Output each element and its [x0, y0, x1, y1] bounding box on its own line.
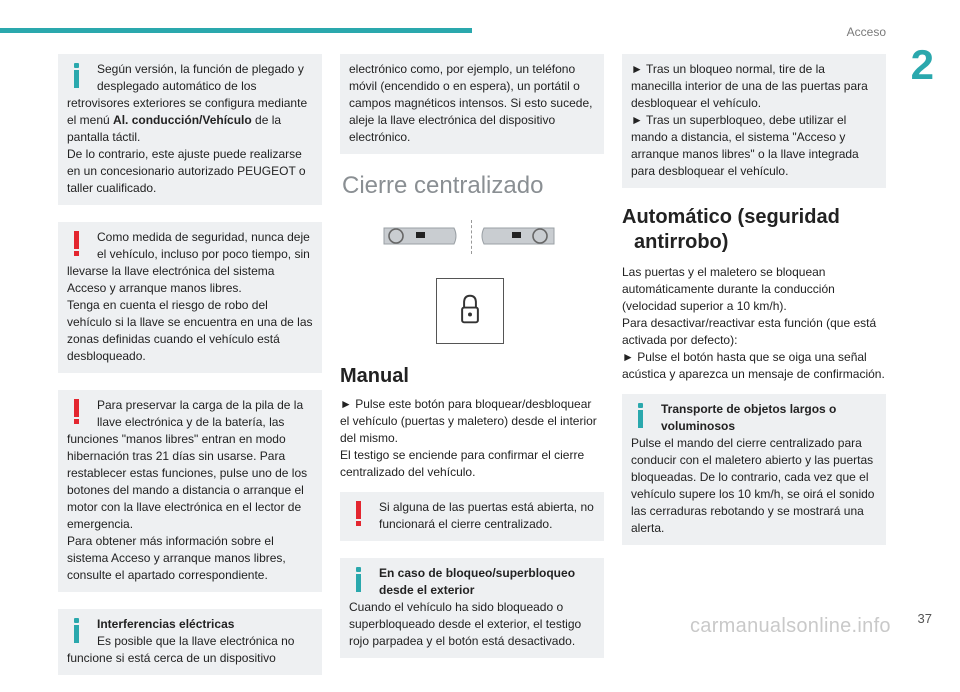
manual-instruction: ► Pulse este botón para bloquear/desbloquear el vehículo (puertas y maletero) desde el interior del mismo.	[340, 397, 597, 445]
central-locking-button[interactable]	[436, 278, 504, 344]
battery-text: Para preservar la carga de la pila de la llave electrónica y de la batería, las funciones "manos libres" entran en modo hibernación tras 21 días sin usarse. Para restablecer estas funciones, pulse uno de los botones del mando a distancia o arranque el motor con la llave electrónica en el lector de emergencia.	[67, 398, 308, 531]
info-box-external-lock	[340, 558, 604, 658]
chapter-number: 2	[910, 41, 934, 88]
info-box-mirrors	[58, 54, 322, 205]
automatic-lock-text: Las puertas y el maletero se bloquean automáticamente durante la conducción (velocidad superior a 10 km/h).	[622, 265, 835, 313]
page-number: 37	[917, 611, 932, 626]
section-heading-central-locking: Cierre centralizado	[342, 172, 544, 199]
info-icon	[67, 617, 89, 643]
subheading-manual: Manual	[340, 365, 409, 387]
warning-icon	[67, 398, 89, 424]
external-lock-text: Cuando el vehículo ha sido bloqueado o superbloqueado desde el exterior, el testigo rojo parpadea y el botón está desactivado.	[349, 600, 582, 648]
mirrors-text-end: de la pantalla táctil.	[67, 113, 282, 144]
info-icon	[67, 62, 89, 88]
info-box-interference-cont	[340, 54, 604, 154]
normal-unlock-text: ► Tras un bloqueo normal, tire de la manecilla interior de una de las puertas para desbloquear el vehículo.	[631, 62, 868, 110]
column-3	[622, 54, 886, 562]
info-box-interference	[58, 609, 322, 675]
left-door-icon	[382, 226, 458, 246]
section-title: Acceso	[846, 25, 886, 39]
warning-box-security	[58, 222, 322, 373]
toggle-instruction: ► Pulse el botón hasta que se oiga una señal acústica y aparezca un mensaje de confirmación.	[622, 350, 885, 381]
central-locking-illustration	[340, 214, 604, 354]
lock-icon	[437, 279, 503, 342]
more-info-text: Para obtener más información sobre el sistema Acceso y arranque manos libres, consulte el apartado correspondiente.	[67, 534, 286, 582]
super-unlock-text: ► Tras un superbloqueo, debe utilizar el mando a distancia, el sistema "Acceso y arranque manos libres" o la llave integrada para desbloquear el vehículo.	[631, 113, 859, 178]
warning-box-battery	[58, 390, 322, 592]
column-2	[340, 54, 604, 675]
interference-title: Interferencias eléctricas	[97, 617, 235, 631]
external-lock-title: En caso de bloqueo/superbloqueo desde el exterior	[379, 566, 576, 597]
menu-path: Al. conducción/Vehículo	[113, 113, 252, 127]
unlock-instructions-box	[622, 54, 886, 188]
info-box-long-objects	[622, 394, 886, 545]
watermark: carmanualsonline.info	[690, 615, 891, 637]
theft-risk-text: Tenga en cuenta el riesgo de robo del vehículo si la llave se encuentra en una de las zonas definidas cuando el vehículo está desbloqueado.	[67, 298, 313, 363]
warning-icon	[67, 230, 89, 256]
divider	[471, 220, 472, 254]
warning-icon	[349, 500, 371, 526]
subheading-automatic: Automático (seguridad antirrobo)	[622, 206, 840, 253]
header-accent-bar	[0, 28, 472, 33]
dealer-text: De lo contrario, este ajuste puede realizarse en un concesionario autorizado PEUGEOT o taller cualificado.	[67, 147, 306, 195]
interference-text-cont: electrónico como, por ejemplo, un teléfono móvil (encendido o en espera), un portátil o campos magnéticos intensos. Si esto sucede, aleje la llave electrónica del dispositivo electrónico.	[349, 62, 593, 144]
info-icon	[349, 566, 371, 592]
long-objects-text: Pulse el mando del cierre centralizado para conducir con el maletero abierto y las puertas bloqueadas. De lo contrario, cada vez que el vehículo supere los 10 km/h, se oirá el sonido las cerraduras rebotando y se mostrará una alerta.	[631, 436, 875, 535]
column-1	[58, 54, 322, 692]
security-text: Como medida de seguridad, nunca deje el vehículo, incluso por poco tiempo, sin llevarse la llave electrónica del sistema Acceso y arranque manos libres.	[67, 230, 310, 295]
long-objects-title: Transporte de objetos largos o voluminosos	[661, 402, 837, 433]
manual-indicator-text: El testigo se enciende para confirmar el cierre centralizado del vehículo.	[340, 448, 585, 479]
mirrors-text: Según versión, la función de plegado y desplegado automático de los retrovisores exteriores se configura mediante el menú	[67, 62, 308, 127]
door-open-text: Si alguna de las puertas está abierta, no funcionará el cierre centralizado.	[379, 500, 594, 531]
info-icon	[631, 402, 653, 428]
toggle-function-text: Para desactivar/reactivar esta función (que está activada por defecto):	[622, 316, 877, 347]
right-door-icon	[480, 226, 556, 246]
interference-text: Es posible que la llave electrónica no funcione si está cerca de un dispositivo	[67, 634, 295, 665]
warning-box-door-open	[340, 492, 604, 541]
